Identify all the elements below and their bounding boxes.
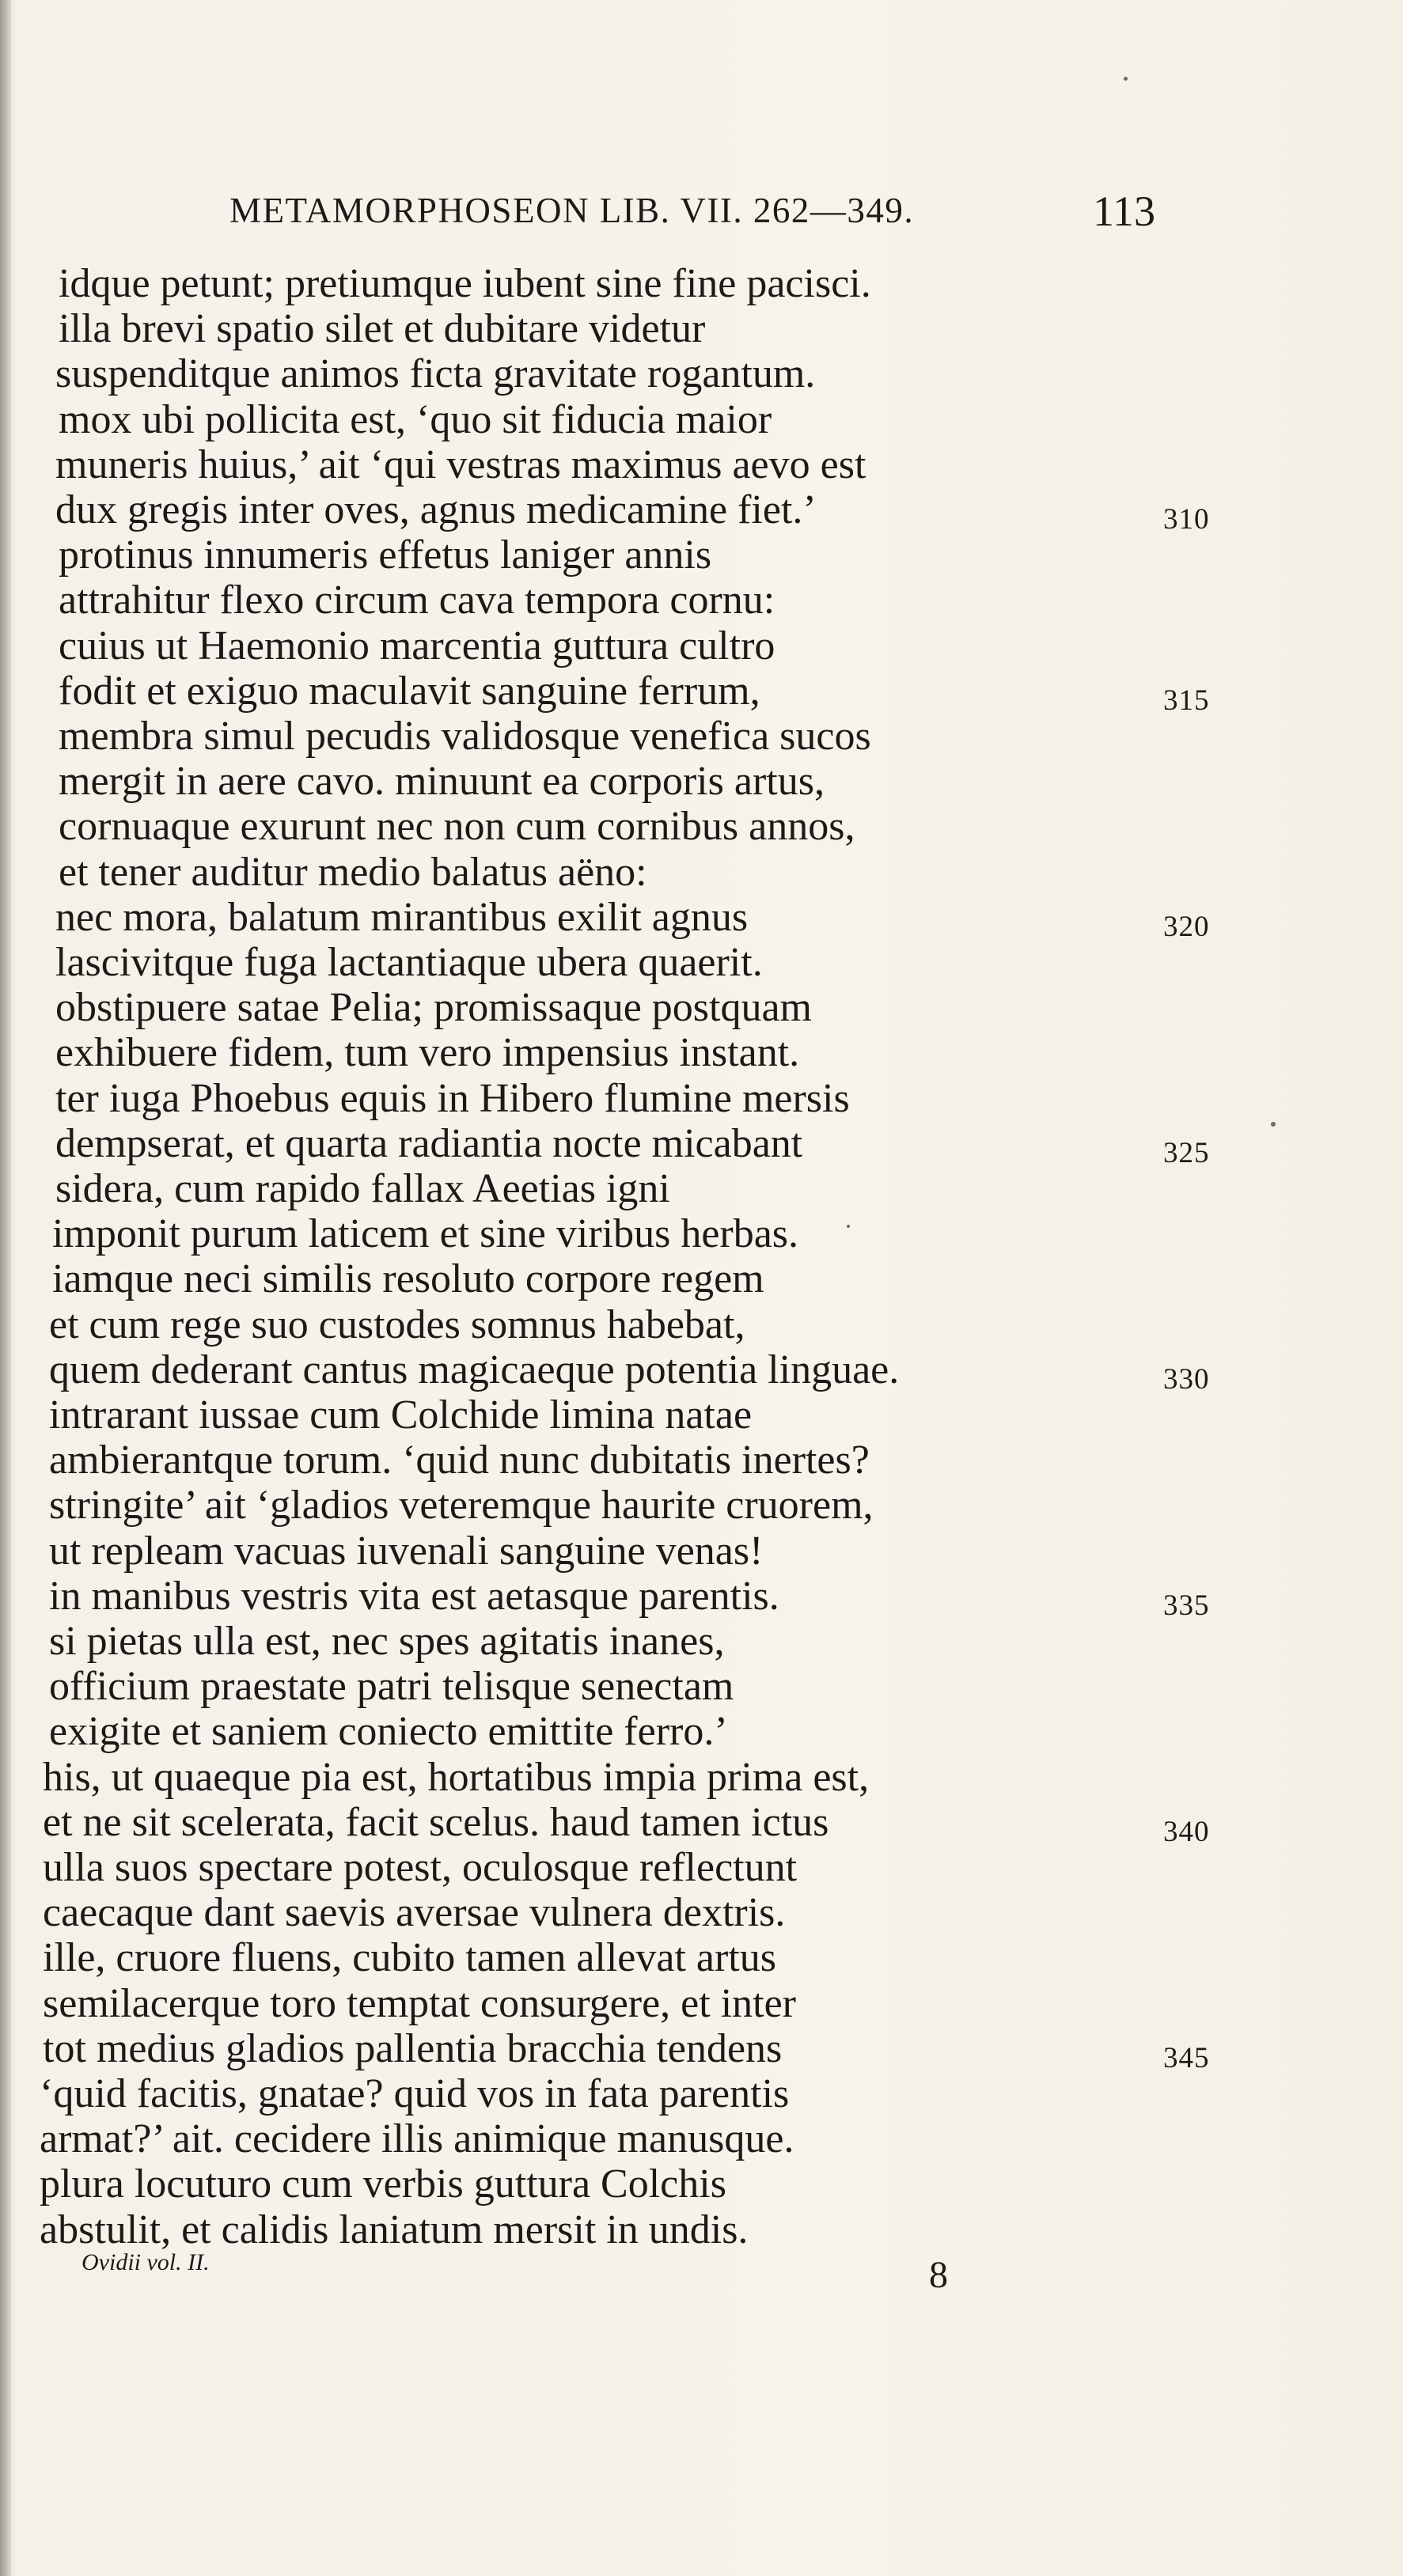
line-number: 345: [1163, 2041, 1210, 2074]
verse-text: attrahitur flexo circum cava tempora cornu:: [59, 578, 775, 623]
verse-line: [0, 1529, 1403, 1574]
verse-line: [0, 1166, 1403, 1211]
verse-line: [0, 1347, 1403, 1396]
verse-line: [0, 1709, 1403, 1754]
verse-text: abstulit, et calidis laniatum mersit in undis.: [40, 2207, 749, 2252]
verse-line: [0, 1935, 1403, 1980]
verse-line: [0, 850, 1403, 895]
verse-line: [0, 714, 1403, 759]
verse-text: officium praestate patri telisque senectam: [49, 1664, 734, 1710]
verse-line: [0, 985, 1403, 1030]
verse-text: et tener auditur medio balatus aëno:: [59, 849, 647, 895]
verse-line: [0, 1302, 1403, 1347]
verse-line: [0, 397, 1403, 442]
running-header: [229, 190, 1155, 245]
verse-text: nec mora, balatum mirantibus exilit agnus: [55, 894, 749, 940]
paper-speck: [1271, 1122, 1276, 1127]
verse-line: [0, 804, 1403, 849]
verse-text: dempserat, et quarta radiantia nocte micabant: [55, 1120, 803, 1166]
line-number: 315: [1163, 684, 1210, 717]
verse-line: [0, 532, 1403, 578]
verse-line: [0, 1256, 1403, 1301]
verse-text: plura locuturo cum verbis guttura Colchis: [40, 2161, 726, 2207]
verse-line: [0, 1799, 1403, 1848]
verse-text: ‘quid facitis, gnatae? quid vos in fata parentis: [40, 2071, 790, 2116]
signature-line: Ovidii vol. II.: [82, 2249, 210, 2275]
verse-line: [0, 2161, 1403, 2207]
verse-text: membra simul pecudis validosque venefica sucos: [59, 714, 871, 759]
verse-text: his, ut quaeque pia est, hortatibus impia prima est,: [43, 1754, 870, 1800]
running-title: METAMORPHOSEON LIB. VII. 262—349.: [229, 191, 915, 230]
verse-text: intrarant iussae cum Colchide limina natae: [49, 1392, 753, 1438]
verse-line: [0, 487, 1403, 536]
verse-text: in manibus vestris vita est aetasque parentis.: [49, 1573, 779, 1619]
line-number: 330: [1163, 1362, 1210, 1396]
verse-line: [0, 1030, 1403, 1075]
verse-text: suspenditque animos ficta gravitate rogantum.: [55, 351, 816, 397]
verse-text: semilacerque toro temptat consurgere, et inter: [43, 1980, 796, 2026]
verse-text: ut repleam vacuas iuvenali sanguine venas!: [49, 1528, 764, 1574]
verse-text: exigite et saniem coniecto emittite ferro.’: [49, 1709, 728, 1755]
verse-text: ter iuga Phoebus equis in Hibero flumine mersis: [55, 1075, 850, 1121]
verse-line: [0, 1483, 1403, 1528]
verse-text: ulla suos spectare potest, oculosque reflectunt: [43, 1845, 798, 1890]
verse-text: exhibuere fidem, tum vero impensius instant.: [55, 1030, 800, 1076]
page-number: 113: [1093, 188, 1155, 235]
verse-text: lascivitque fuga lactantiaque ubera quaerit.: [55, 940, 763, 985]
verse-line: [0, 1619, 1403, 1664]
verse-line: [0, 759, 1403, 804]
verse-line: [0, 1120, 1403, 1169]
verse-line: [0, 1664, 1403, 1709]
verse-text: muneris huius,’ ait ‘qui vestras maximus aevo est: [55, 441, 866, 487]
verse-text: dux gregis inter oves, agnus medicamine fiet.’: [55, 487, 817, 532]
line-number: 335: [1163, 1589, 1210, 1622]
verse-text: sidera, cum rapido fallax Aeetias igni: [55, 1166, 670, 1211]
verse-line: [0, 578, 1403, 623]
verse-text: illa brevi spatio silet et dubitare videtur: [59, 306, 706, 352]
verse-text: cornuaque exurunt nec non cum cornibus annos,: [59, 804, 855, 850]
verse-line: [0, 668, 1403, 717]
line-number: 320: [1163, 910, 1210, 943]
verse-line: [0, 1392, 1403, 1438]
verse-text: stringite’ ait ‘gladios veteremque haurite cruorem,: [49, 1483, 874, 1529]
verse-text: imponit purum laticem et sine viribus herbas.: [52, 1211, 799, 1257]
line-number: 325: [1163, 1136, 1210, 1169]
verse-text: et ne sit scelerata, facit scelus. haud tamen ictus: [43, 1799, 829, 1845]
verse-text: fodit et exiguo maculavit sanguine ferrum,: [59, 668, 760, 714]
verse-text: et cum rege suo custodes somnus habebat,: [49, 1301, 745, 1347]
verse-line: [0, 351, 1403, 396]
verse-line: [0, 2116, 1403, 2161]
verse-text: cuius ut Haemonio marcentia guttura cultro: [59, 623, 775, 669]
verse-text: tot medius gladios pallentia bracchia tendens: [43, 2025, 783, 2071]
verse-line: [0, 442, 1403, 487]
verse-line: [0, 2071, 1403, 2116]
verse-line: [0, 1981, 1403, 2026]
verse-line: [0, 1845, 1403, 1890]
verse-line: [0, 306, 1403, 351]
verse-text: caecaque dant saevis aversae vulnera dextris.: [43, 1890, 786, 1936]
verse-line: [0, 1890, 1403, 1935]
verse-text: iamque neci similis resoluto corpore regem: [52, 1256, 764, 1302]
verse-text: protinus innumeris effetus laniger annis: [59, 532, 712, 578]
verse-line: [0, 1573, 1403, 1622]
line-number: 310: [1163, 503, 1210, 536]
paper-speck: [847, 1225, 850, 1228]
line-number: 340: [1163, 1815, 1210, 1848]
verse-text: ille, cruore fluens, cubito tamen allevat artus: [43, 1935, 776, 1981]
verse-line: [0, 940, 1403, 985]
verse-line: [0, 1211, 1403, 1256]
verse-text: si pietas ulla est, nec spes agitatis inanes,: [49, 1619, 725, 1664]
verse-line: [0, 2025, 1403, 2074]
verse-text: idque petunt; pretiumque iubent sine fine pacisci.: [59, 261, 871, 306]
paper-speck: [1124, 77, 1128, 81]
verse-line: [0, 1076, 1403, 1121]
verse-text: armat?’ ait. cecidere illis animique manusque.: [40, 2116, 794, 2162]
verse-text: quem dederant cantus magicaeque potentia linguae.: [49, 1347, 900, 1392]
verse-text: mergit in aere cavo. minuunt ea corporis artus,: [59, 759, 825, 805]
verse-line: [0, 2207, 1403, 2252]
verse-text: obstipuere satae Pelia; promissaque postquam: [55, 985, 813, 1031]
verse-line: [0, 623, 1403, 669]
signature-mark: 8: [929, 2254, 948, 2296]
verse-line: [0, 261, 1403, 306]
verse-line: [0, 1755, 1403, 1800]
verse-text: mox ubi pollicita est, ‘quo sit fiducia maior: [59, 396, 772, 442]
verse-line: [0, 1438, 1403, 1483]
verse-text: ambierantque torum. ‘quid nunc dubitatis inertes?: [49, 1438, 870, 1483]
verse-line: [0, 894, 1403, 943]
